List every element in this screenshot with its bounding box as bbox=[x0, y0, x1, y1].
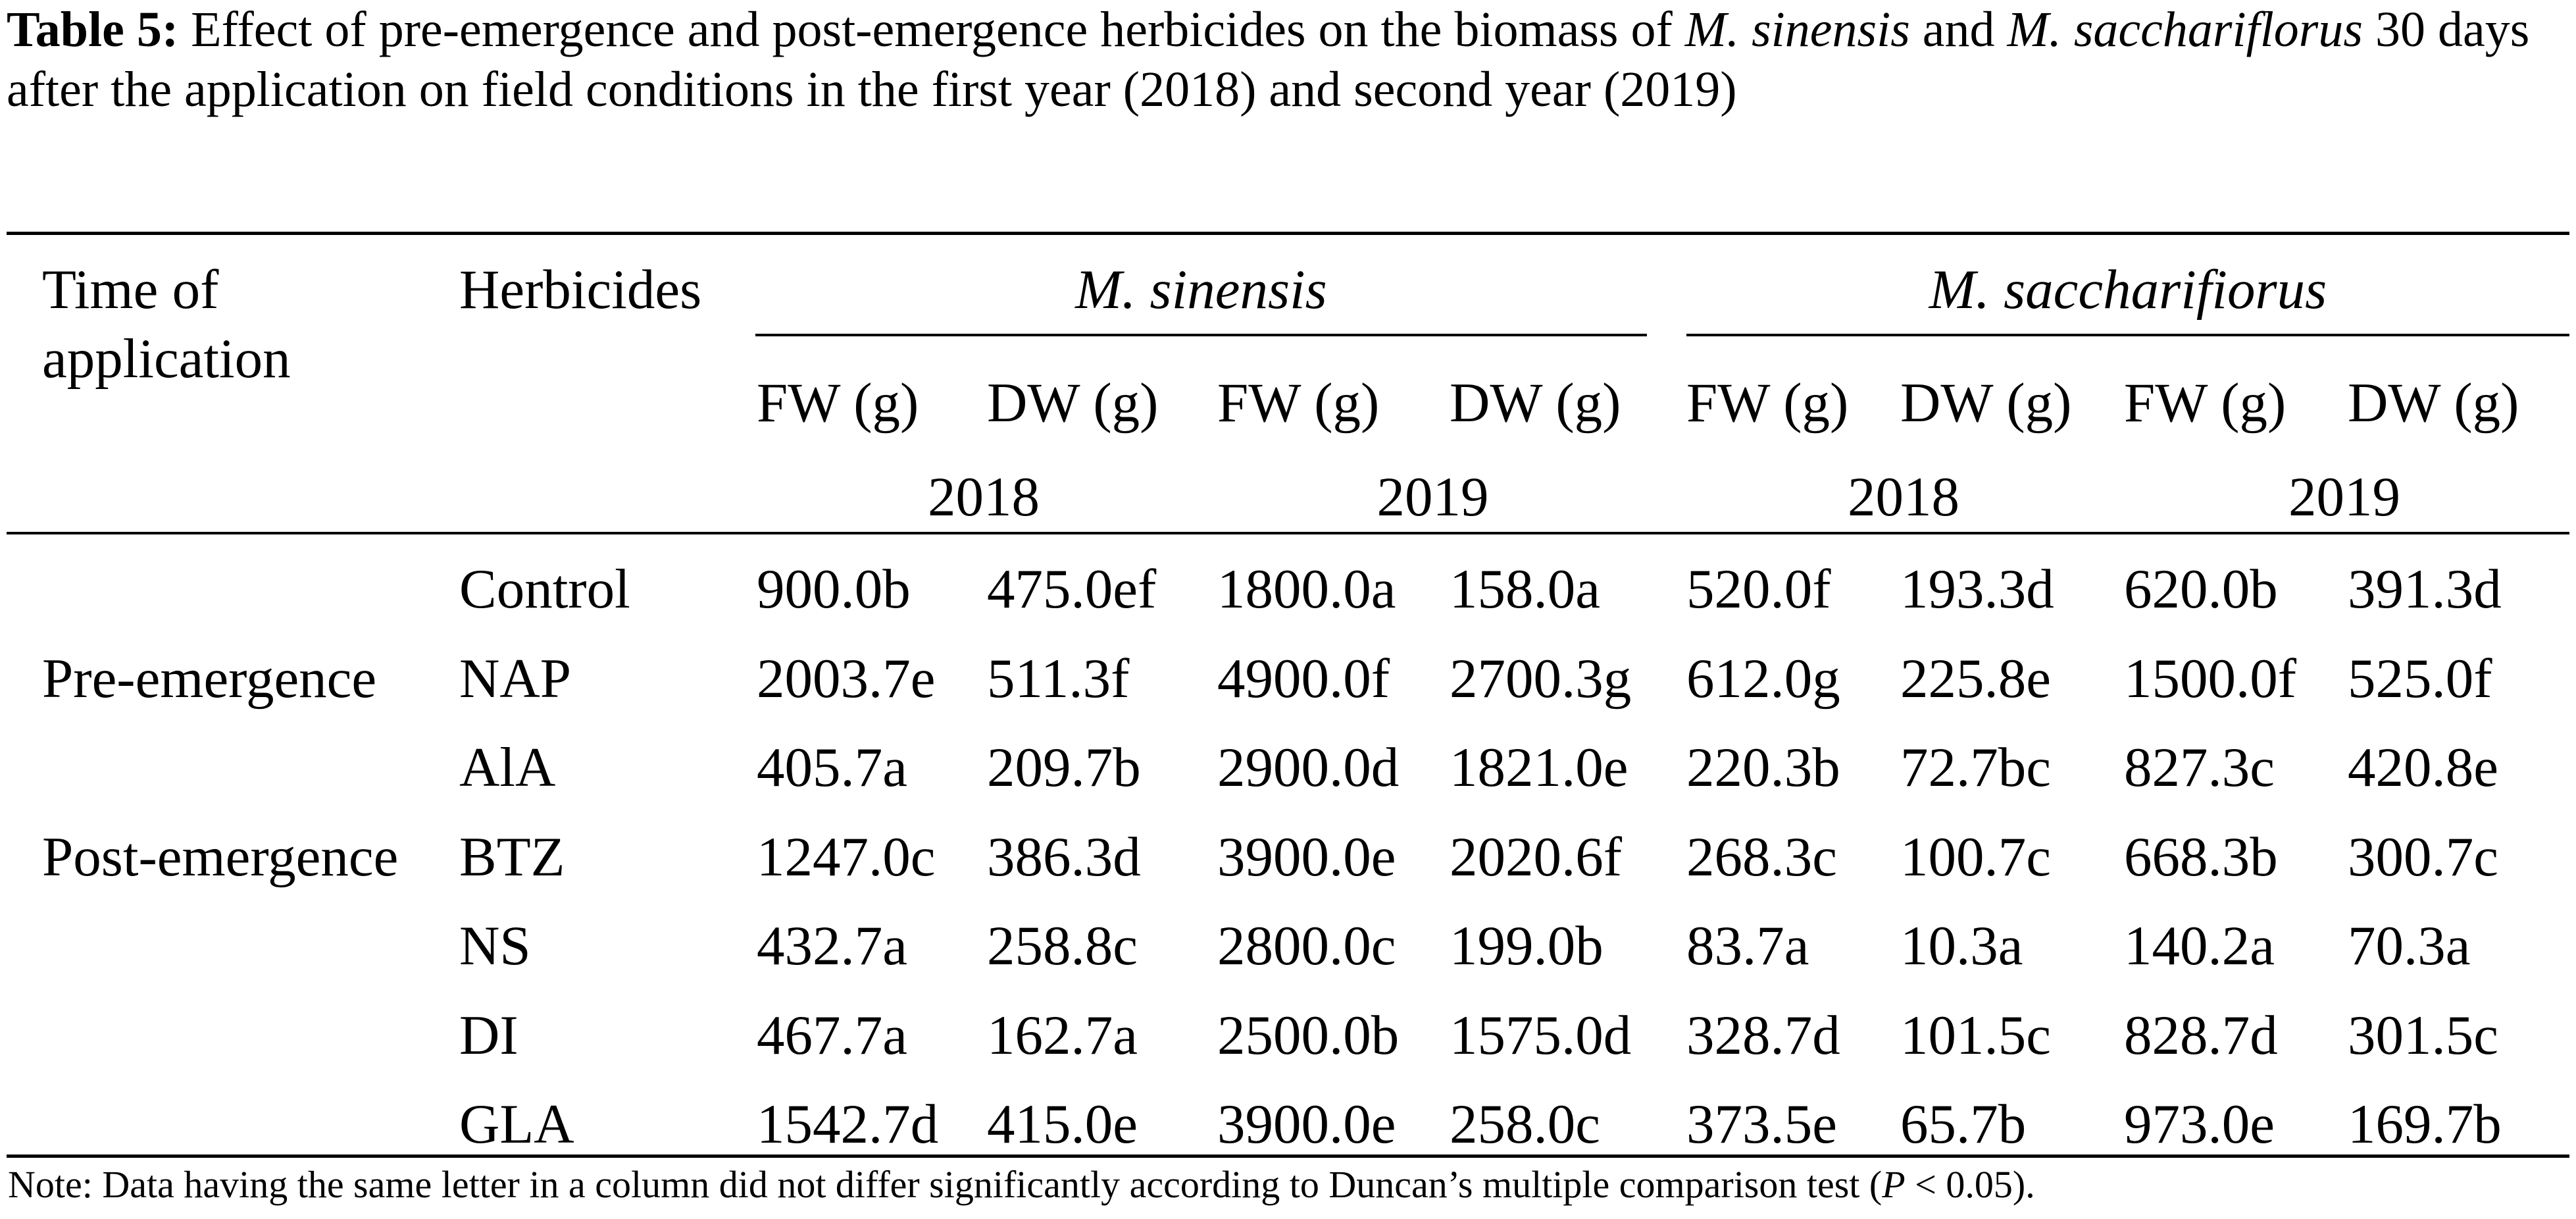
data-cell: 209.7b bbox=[987, 737, 1141, 798]
data-cell: 2800.0c bbox=[1217, 915, 1396, 977]
data-cell: 1821.0e bbox=[1450, 737, 1629, 798]
herbicide-cell: BTZ bbox=[459, 826, 565, 888]
data-cell: 1500.0f bbox=[2124, 648, 2297, 710]
header-year: 2018 bbox=[1848, 466, 1959, 528]
data-cell: 511.3f bbox=[987, 648, 1130, 710]
data-cell: 2020.6f bbox=[1450, 826, 1623, 888]
header-group-m-sacchariflorus: M. saccharifiorus bbox=[1929, 259, 2327, 321]
table-note bbox=[8, 1158, 2035, 1211]
data-cell: 2500.0b bbox=[1217, 1004, 1400, 1066]
data-cell: 475.0ef bbox=[987, 558, 1157, 620]
herbicide-cell: NS bbox=[459, 915, 531, 977]
caption-and: and bbox=[1909, 2, 2008, 57]
header-dw: DW (g) bbox=[1900, 372, 2072, 434]
header-bottom-rule bbox=[7, 532, 2569, 534]
header-year: 2019 bbox=[1376, 466, 1489, 528]
time-of-application-cell: Pre-emergence bbox=[42, 648, 377, 710]
data-cell: 193.3d bbox=[1900, 558, 2054, 620]
data-cell: 973.0e bbox=[2124, 1093, 2275, 1155]
group2-underline bbox=[1686, 334, 2569, 336]
header-year: 2018 bbox=[928, 466, 1040, 528]
data-cell: 72.7bc bbox=[1900, 737, 2051, 798]
note-text: Note: Data having the same letter in a column did not differ significantly according to Duncan’s multiple comparison test ( bbox=[8, 1163, 1882, 1206]
header-herbicides: Herbicides bbox=[459, 259, 702, 321]
header-year: 2019 bbox=[2288, 466, 2400, 528]
data-cell: 2003.7e bbox=[757, 648, 936, 710]
header-group-m-sinensis: M. sinensis bbox=[1075, 259, 1327, 321]
header-dw: DW (g) bbox=[1450, 372, 1621, 434]
herbicide-cell: DI bbox=[459, 1004, 518, 1066]
top-rule bbox=[7, 232, 2569, 235]
data-cell: 4900.0f bbox=[1217, 648, 1390, 710]
herbicide-cell: AlA bbox=[459, 737, 556, 798]
header-time-of: Time of bbox=[42, 259, 219, 321]
header-application: application bbox=[42, 328, 291, 390]
data-cell: 3900.0e bbox=[1217, 1093, 1396, 1155]
data-cell: 10.3a bbox=[1900, 915, 2023, 977]
data-cell: 386.3d bbox=[987, 826, 1141, 888]
data-cell: 328.7d bbox=[1686, 1004, 1840, 1066]
data-cell: 391.3d bbox=[2348, 558, 2502, 620]
header-fw: FW (g) bbox=[1686, 372, 1849, 434]
caption-text-2: 30 days after the application on field conditions in the first year (2018) and second year (2019) bbox=[7, 2, 2530, 117]
data-cell: 827.3c bbox=[2124, 737, 2275, 798]
data-cell: 140.2a bbox=[2124, 915, 2275, 977]
herbicide-cell: GLA bbox=[459, 1093, 574, 1155]
data-cell: 828.7d bbox=[2124, 1004, 2278, 1066]
data-cell: 520.0f bbox=[1686, 558, 1831, 620]
data-cell: 620.0b bbox=[2124, 558, 2278, 620]
group1-underline bbox=[755, 334, 1647, 336]
note-tail: < 0.05). bbox=[1905, 1163, 2035, 1206]
data-cell: 612.0g bbox=[1686, 648, 1840, 710]
data-cell: 225.8e bbox=[1900, 648, 2051, 710]
header-fw: FW (g) bbox=[757, 372, 919, 434]
data-cell: 199.0b bbox=[1450, 915, 1604, 977]
caption-text-1: Effect of pre-emergence and post-emergence herbicides on the biomass of bbox=[178, 2, 1685, 57]
data-cell: 467.7a bbox=[757, 1004, 907, 1066]
data-cell: 301.5c bbox=[2348, 1004, 2498, 1066]
caption-species-1: M. sinensis bbox=[1684, 2, 1910, 57]
data-cell: 2700.3g bbox=[1450, 648, 1632, 710]
herbicide-cell: NAP bbox=[459, 648, 572, 710]
data-cell: 525.0f bbox=[2348, 648, 2492, 710]
data-cell: 70.3a bbox=[2348, 915, 2471, 977]
data-cell: 65.7b bbox=[1900, 1093, 2027, 1155]
data-cell: 900.0b bbox=[757, 558, 911, 620]
data-cell: 415.0e bbox=[987, 1093, 1138, 1155]
time-of-application-cell: Post-emergence bbox=[42, 826, 399, 888]
header-dw: DW (g) bbox=[987, 372, 1159, 434]
data-cell: 3900.0e bbox=[1217, 826, 1396, 888]
data-cell: 258.8c bbox=[987, 915, 1138, 977]
table-label: Table 5: bbox=[7, 2, 179, 57]
data-cell: 83.7a bbox=[1686, 915, 1809, 977]
data-cell: 1542.7d bbox=[757, 1093, 939, 1155]
header-fw: FW (g) bbox=[1217, 372, 1380, 434]
data-cell: 100.7c bbox=[1900, 826, 2051, 888]
header-dw: DW (g) bbox=[2348, 372, 2519, 434]
data-cell: 668.3b bbox=[2124, 826, 2278, 888]
caption-species-2: M. sacchariflorus bbox=[2007, 2, 2363, 57]
data-cell: 1575.0d bbox=[1450, 1004, 1632, 1066]
data-cell: 158.0a bbox=[1450, 558, 1600, 620]
data-cell: 1247.0c bbox=[757, 826, 936, 888]
data-cell: 405.7a bbox=[757, 737, 907, 798]
data-cell: 2900.0d bbox=[1217, 737, 1400, 798]
header-fw: FW (g) bbox=[2124, 372, 2286, 434]
data-cell: 268.3c bbox=[1686, 826, 1837, 888]
herbicide-cell: Control bbox=[459, 558, 630, 620]
data-cell: 101.5c bbox=[1900, 1004, 2051, 1066]
data-cell: 162.7a bbox=[987, 1004, 1138, 1066]
data-cell: 1800.0a bbox=[1217, 558, 1396, 620]
data-cell: 220.3b bbox=[1686, 737, 1840, 798]
table-caption bbox=[7, 0, 2569, 120]
data-cell: 373.5e bbox=[1686, 1093, 1837, 1155]
data-cell: 432.7a bbox=[757, 915, 907, 977]
data-cell: 169.7b bbox=[2348, 1093, 2502, 1155]
data-cell: 300.7c bbox=[2348, 826, 2498, 888]
data-cell: 258.0c bbox=[1450, 1093, 1600, 1155]
data-cell: 420.8e bbox=[2348, 737, 2498, 798]
note-p: P bbox=[1882, 1163, 1906, 1206]
